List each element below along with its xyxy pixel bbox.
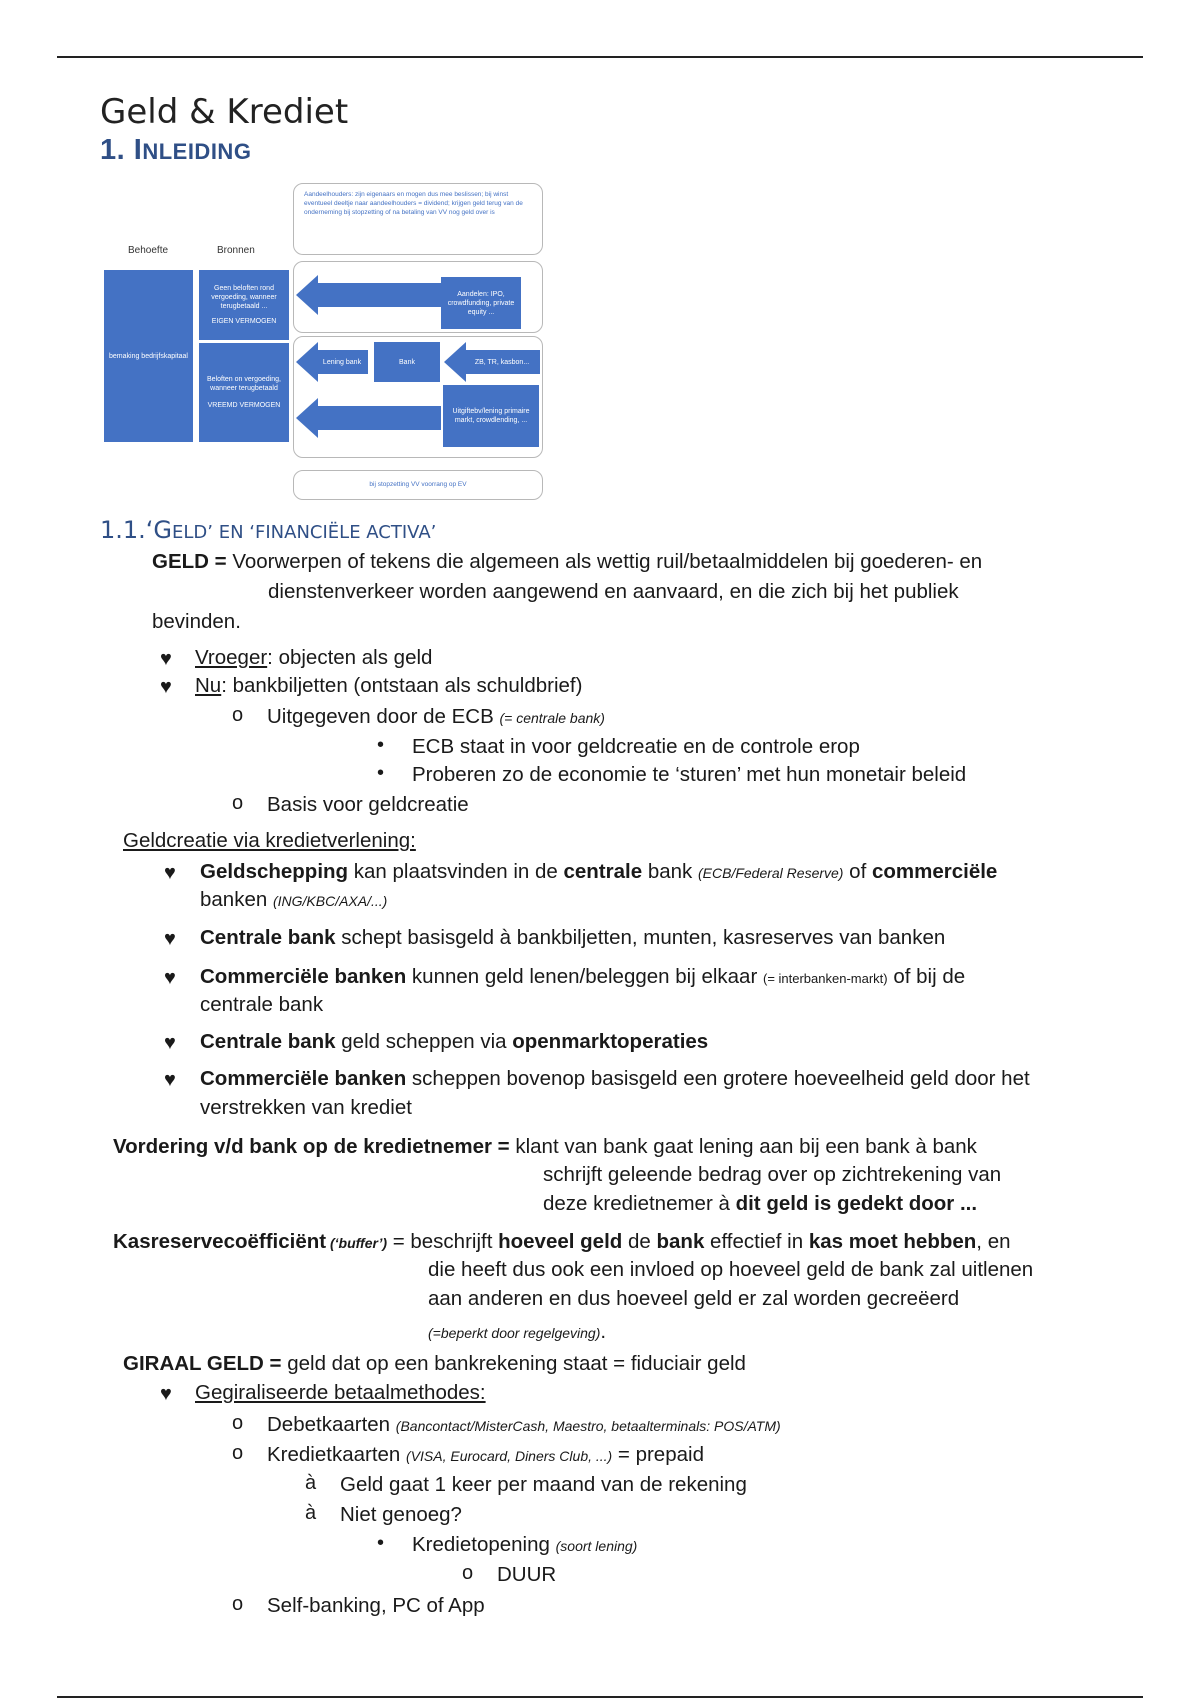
debet-note: (Bancontact/MisterCash, Maestro, betaalterminals: POS/ATM) bbox=[395, 1418, 781, 1434]
circle-bullet: o bbox=[232, 792, 244, 814]
need-box: bemaking bedrijfskapitaal bbox=[104, 270, 193, 442]
bullet-centrale-basisgeld bbox=[200, 925, 945, 951]
b5b: scheppen bovenop basisgeld een grotere hoeveelheid geld door het bbox=[406, 1067, 1030, 1090]
arrow-line1: Geld gaat 1 keer per maand van de rekening bbox=[340, 1473, 747, 1496]
bullet-krediet bbox=[200, 1066, 1030, 1092]
shareholder-note: Aandeelhouders: zijn eigenaars en mogen dus mee beslissen; bij winst eventueel deeltje naar aandeelhouders = dividend; krijgen geld terug van de onderneming bij stopzetting of na betaling van VV nog geld over is bbox=[304, 191, 523, 216]
nu-rest: : bankbiljetten (ontstaan als schuldbrief) bbox=[221, 674, 583, 697]
kas1f: kas moet hebben bbox=[808, 1230, 977, 1253]
selfbanking-line: Self-banking, PC of App bbox=[267, 1594, 485, 1617]
heart-bullet: ♥ bbox=[164, 862, 176, 884]
krediet: Kredietkaarten bbox=[267, 1443, 407, 1466]
kredopen-note: (soort lening) bbox=[555, 1538, 638, 1554]
kas1e: effectief in bbox=[704, 1230, 809, 1253]
bond-arrow bbox=[316, 406, 441, 430]
b5c: verstrekken van krediet bbox=[200, 1096, 412, 1119]
heart-bullet: ♥ bbox=[164, 1032, 176, 1054]
b3d: centrale bank bbox=[200, 993, 324, 1016]
circle-bullet: o bbox=[232, 704, 244, 726]
b4a: Centrale bank bbox=[200, 1030, 336, 1053]
vord3: deze kredietnemer à bbox=[543, 1192, 736, 1215]
kas-note: (‘buffer’) bbox=[326, 1235, 388, 1251]
ecb-line1: ECB staat in voor geldcreatie en de controle erop bbox=[412, 735, 860, 758]
debet: Debetkaarten bbox=[267, 1413, 396, 1436]
heart-bullet: ♥ bbox=[164, 967, 176, 989]
basis-line: Basis voor geldcreatie bbox=[267, 793, 469, 816]
heart-bullet: ♥ bbox=[160, 676, 172, 698]
bullet-openmarkt bbox=[200, 1029, 708, 1055]
nu-line bbox=[195, 673, 582, 699]
column-behoefte: Behoefte bbox=[128, 245, 169, 256]
geld-term: GELD = bbox=[152, 550, 227, 573]
b3a: Commerciële banken bbox=[200, 965, 407, 988]
kas1g: , en bbox=[976, 1230, 1011, 1253]
b1e: of bbox=[843, 860, 872, 883]
zb-arrow-head bbox=[444, 342, 466, 382]
b1g: banken bbox=[200, 888, 273, 911]
kredietopening-line bbox=[412, 1532, 637, 1559]
equity-text: Geen beloften rond vergoeding, wanneer terugbetaald ... bbox=[211, 285, 277, 310]
b1-note2: (ING/KBC/AXA/...) bbox=[272, 893, 388, 909]
dot-bullet: • bbox=[377, 1532, 385, 1554]
vroeger-rest: : objecten als geld bbox=[267, 646, 433, 669]
column-bronnen: Bronnen bbox=[217, 245, 255, 256]
b4b: geld scheppen via bbox=[335, 1030, 513, 1053]
gegiraliseerd-heading: Gegiraliseerde betaalmethodes: bbox=[195, 1381, 486, 1404]
vord1: klant van bank gaat lening aan bij een bank à bank bbox=[509, 1135, 977, 1158]
heart-bullet: ♥ bbox=[164, 1069, 176, 1091]
kas-term: Kasreservecoëfficiënt bbox=[113, 1230, 327, 1253]
b2a: Centrale bank bbox=[200, 926, 336, 949]
kredietkaarten-line bbox=[267, 1442, 704, 1469]
arrow-bullet: à bbox=[305, 1502, 317, 1524]
kas1a: = beschrijft bbox=[387, 1230, 499, 1253]
heart-bullet: ♥ bbox=[164, 928, 176, 950]
bullet-commercieel-lenen bbox=[200, 964, 965, 992]
krediet-note: (VISA, Eurocard, Diners Club, ...) bbox=[406, 1448, 613, 1464]
bottom-rule bbox=[57, 1696, 1143, 1698]
giraal-line bbox=[123, 1351, 746, 1377]
zb-box: ZB, TR, kasbon... bbox=[464, 350, 540, 374]
dot-bullet: • bbox=[377, 734, 385, 756]
b1c: centrale bbox=[563, 860, 643, 883]
uitgegeven-line bbox=[267, 704, 605, 731]
bank-arrow-head bbox=[296, 342, 318, 382]
b3b: kunnen geld lenen/beleggen bij elkaar bbox=[406, 965, 763, 988]
b1f: commerciële bbox=[871, 860, 998, 883]
h2-initial: ‘G bbox=[145, 516, 173, 544]
heart-bullet: ♥ bbox=[160, 648, 172, 670]
bottom-note-frame bbox=[293, 470, 543, 500]
circle-bullet: o bbox=[232, 1593, 244, 1615]
ecb-line2: Proberen zo de economie te ‘sturen’ met hun monetair beleid bbox=[412, 763, 967, 786]
bond-arrow-head bbox=[296, 398, 318, 438]
b3-note: (= interbanken-markt) bbox=[762, 971, 888, 986]
aandelen-box: Aandelen: IPO, crowdfunding, private equity ... bbox=[441, 277, 521, 329]
kas4: (=beperkt door regelgeving) bbox=[428, 1325, 601, 1341]
kas2: die heeft dus ook een invloed op hoeveel geld de bank zal uitlenen bbox=[428, 1258, 1034, 1281]
document-title: Geld & Krediet bbox=[100, 92, 349, 132]
circle-bullet: o bbox=[232, 1442, 244, 1464]
heading-number: 1. bbox=[100, 134, 126, 166]
dot-bullet: • bbox=[377, 762, 385, 784]
giraal-def: geld dat op een bankrekening staat = fiduciair geld bbox=[281, 1352, 746, 1375]
geld-def1: Voorwerpen of tekens die algemeen als wettig ruil/betaalmiddelen bij goederen- en bbox=[226, 550, 983, 573]
debetkaarten-line bbox=[267, 1412, 781, 1439]
kas1b: hoeveel geld bbox=[498, 1230, 623, 1253]
vord2: schrijft geleende bedrag over op zichtrekening van bbox=[543, 1163, 1002, 1186]
debt-label: VREEMD VERMOGEN bbox=[207, 402, 281, 409]
uitgegeven-text: Uitgegeven door de ECB bbox=[267, 705, 500, 728]
vord3b: dit geld is gedekt door ... bbox=[735, 1192, 978, 1215]
b3c: of bij de bbox=[887, 965, 966, 988]
bullet-geldschepping bbox=[200, 859, 997, 886]
vordering-line1 bbox=[113, 1134, 977, 1160]
arrow-bullet: à bbox=[305, 1472, 317, 1494]
heading-rest: NLEIDING bbox=[142, 139, 252, 164]
kas4b: . bbox=[600, 1320, 607, 1343]
equity-arrow bbox=[316, 283, 441, 307]
heading-initial: I bbox=[133, 134, 143, 166]
equity-box bbox=[199, 270, 289, 340]
kredopen: Kredietopening bbox=[412, 1533, 556, 1556]
giraal-term: GIRAAL GELD = bbox=[123, 1352, 282, 1375]
bottom-note: bij stopzetting VV voorrang op EV bbox=[369, 481, 467, 488]
duur-line: DUUR bbox=[497, 1563, 557, 1586]
uitgifte-box: Uitgiftebv/lening primaire markt, crowdlending, ... bbox=[443, 385, 539, 447]
geld-definition-line1 bbox=[152, 549, 982, 575]
kas3: aan anderen en dus hoeveel geld er zal worden gecreëerd bbox=[428, 1287, 960, 1310]
b2b: schept basisgeld à bankbiljetten, munten, kasreserves van banken bbox=[335, 926, 946, 949]
b4c: openmarktoperaties bbox=[512, 1030, 709, 1053]
h2-number: 1.1. bbox=[100, 516, 146, 544]
vordering-term: Vordering v/d bank op de kredietnemer = bbox=[113, 1135, 510, 1158]
geld-def3: bevinden. bbox=[152, 610, 241, 633]
top-rule bbox=[57, 56, 1143, 58]
debt-box bbox=[199, 343, 289, 442]
geldcreatie-heading: Geldcreatie via kredietverlening: bbox=[123, 829, 416, 852]
geld-def2: dienstenverkeer worden aangewend en aanvaard, en die zich bij het publiek bbox=[268, 580, 959, 603]
kas1d: bank bbox=[656, 1230, 705, 1253]
krediet-rest: = prepaid bbox=[612, 1443, 704, 1466]
lening-box: Lening bank bbox=[316, 350, 368, 374]
b1d: bank bbox=[642, 860, 698, 883]
kasreserve-line1 bbox=[113, 1229, 1011, 1256]
equity-arrow-head bbox=[296, 275, 318, 315]
b1a: Geldschepping bbox=[200, 860, 349, 883]
vroeger-line bbox=[195, 645, 432, 671]
debt-text: Beloften on vergoeding, wanneer terugbetaald bbox=[207, 376, 281, 392]
kasreserve-line4 bbox=[428, 1319, 606, 1346]
h2-rest: ELD’ EN ‘FINANCIËLE ACTIVA’ bbox=[172, 522, 437, 543]
vordering-line3 bbox=[543, 1191, 977, 1217]
uitgegeven-note: (= centrale bank) bbox=[499, 710, 605, 726]
financing-diagram bbox=[100, 180, 550, 510]
kas1c: de bbox=[622, 1230, 657, 1253]
b5a: Commerciële banken bbox=[200, 1067, 407, 1090]
b1-note: (ECB/Federal Reserve) bbox=[697, 865, 844, 881]
heading-inleiding bbox=[100, 134, 251, 167]
circle-bullet: o bbox=[232, 1412, 244, 1434]
b1b: kan plaatsvinden in de bbox=[348, 860, 564, 883]
arrow-line2: Niet genoeg? bbox=[340, 1503, 462, 1526]
heart-bullet: ♥ bbox=[160, 1383, 172, 1405]
vroeger-term: Vroeger bbox=[195, 646, 268, 669]
nu-term: Nu bbox=[195, 674, 222, 697]
bullet-geldschepping-cont bbox=[200, 887, 387, 914]
circle-bullet: o bbox=[462, 1562, 474, 1584]
bank-box: Bank bbox=[374, 342, 440, 382]
heading-geld bbox=[100, 516, 436, 544]
shareholder-note-frame bbox=[293, 183, 543, 255]
equity-label: EIGEN VERMOGEN bbox=[211, 318, 277, 325]
